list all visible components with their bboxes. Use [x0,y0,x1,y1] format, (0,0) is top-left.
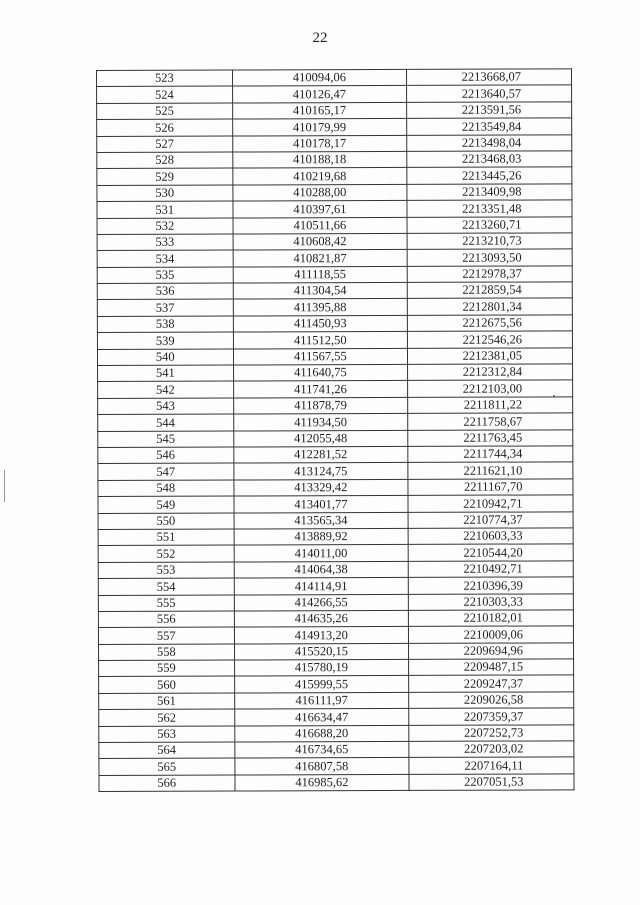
point-number-cell: 546 [98,447,234,464]
table-row [98,364,573,382]
y-coordinate-cell: 2212675,56 [408,315,573,332]
x-coordinate-cell: 410821,87 [233,250,408,267]
table-row [97,347,572,365]
y-coordinate-cell: 2207359,37 [409,708,574,725]
table-row [97,233,572,251]
point-number-cell: 534 [97,250,233,267]
point-number-cell: 554 [98,578,234,595]
y-coordinate-cell: 2210492,71 [408,561,573,578]
y-coordinate-cell: 2213409,98 [407,184,572,201]
x-coordinate-cell: 410511,66 [233,217,408,234]
y-coordinate-cell: 2211758,67 [408,413,573,430]
y-coordinate-cell: 2213549,84 [407,118,572,135]
point-number-cell: 535 [97,267,233,284]
point-number-cell: 533 [97,234,233,251]
y-coordinate-cell: 2209247,37 [409,675,574,692]
point-number-cell: 552 [98,545,234,562]
table-row [97,282,572,300]
x-coordinate-cell: 411512,50 [233,332,408,349]
point-number-cell: 528 [97,152,233,169]
x-coordinate-cell: 414011,00 [234,545,409,562]
y-coordinate-cell: 2210009,06 [409,626,574,643]
point-number-cell: 559 [99,660,235,677]
table-row [97,249,572,267]
table-row [98,495,573,513]
x-coordinate-cell: 411934,50 [233,414,408,431]
x-coordinate-cell: 410397,61 [233,201,408,218]
x-coordinate-cell: 416807,58 [234,758,409,775]
table-row [98,528,573,546]
y-coordinate-cell: 2212859,54 [407,282,572,299]
x-coordinate-cell: 411118,55 [233,266,408,283]
y-coordinate-cell: 2213445,26 [407,167,572,184]
point-number-cell: 540 [97,349,233,366]
x-coordinate-cell: 413565,34 [234,512,409,529]
table-row [99,659,574,677]
coordinates-table [96,68,575,792]
table-row [97,216,572,234]
table-row [97,85,572,103]
y-coordinate-cell: 2213668,07 [407,69,572,86]
point-number-cell: 545 [98,431,234,448]
point-number-cell: 557 [98,627,234,644]
table-row [97,118,572,136]
x-coordinate-cell: 416734,65 [234,741,409,758]
x-coordinate-cell: 411304,54 [233,282,408,299]
y-coordinate-cell: 2209026,58 [409,692,574,709]
x-coordinate-cell: 414114,91 [234,578,409,595]
x-coordinate-cell: 412055,48 [233,430,408,447]
x-coordinate-cell: 410179,99 [232,119,407,136]
x-coordinate-cell: 410608,42 [233,233,408,250]
table-row [98,610,573,628]
table-row [97,298,572,316]
y-coordinate-cell: 2211811,22 [408,397,573,414]
table-row [99,675,574,693]
y-coordinate-cell: 2212312,84 [408,364,573,381]
page-number: 22 [312,30,328,46]
x-coordinate-cell: 413889,92 [234,528,409,545]
y-coordinate-cell: 2212546,26 [408,331,573,348]
point-number-cell: 551 [98,529,234,546]
table-row [98,544,573,562]
point-number-cell: 537 [97,299,233,316]
table-row [97,167,572,185]
x-coordinate-cell: 414064,38 [234,561,409,578]
point-number-cell: 562 [99,709,235,726]
table-row [97,315,572,333]
point-number-cell: 548 [98,480,234,497]
y-coordinate-cell: 2207164,11 [409,757,574,774]
x-coordinate-cell: 411741,26 [233,381,408,398]
point-number-cell: 561 [99,693,235,710]
y-coordinate-cell: 2209487,15 [409,659,574,676]
point-number-cell: 556 [98,611,234,628]
x-coordinate-cell: 416111,97 [234,692,409,709]
table-row [99,643,574,661]
y-coordinate-cell: 2211744,34 [408,446,573,463]
point-number-cell: 523 [97,70,233,87]
point-number-cell: 524 [97,86,233,103]
y-coordinate-cell: 2207203,02 [409,741,574,758]
point-number-cell: 531 [97,201,233,218]
y-coordinate-cell: 2207051,53 [409,774,574,791]
coordinates-table-wrapper [96,68,575,792]
x-coordinate-cell: 410178,17 [232,135,407,152]
y-coordinate-cell: 2211763,45 [408,429,573,446]
y-coordinate-cell: 2210603,33 [408,528,573,545]
point-number-cell: 547 [98,463,234,480]
x-coordinate-cell: 416688,20 [234,725,409,742]
y-coordinate-cell: 2213351,48 [407,200,572,217]
table-row [97,184,572,202]
table-row [98,462,573,480]
point-number-cell: 529 [97,168,233,185]
table-row [98,429,573,447]
x-coordinate-cell: 410094,06 [232,69,407,86]
point-number-cell: 541 [98,365,234,382]
x-coordinate-cell: 411567,55 [233,348,408,365]
table-row [98,593,573,611]
table-row [97,331,572,349]
x-coordinate-cell: 412281,52 [233,446,408,463]
point-number-cell: 525 [97,103,233,120]
y-coordinate-cell: 2213640,57 [407,85,572,102]
table-row [98,577,573,595]
point-number-cell: 549 [98,496,234,513]
x-coordinate-cell: 416634,47 [234,709,409,726]
x-coordinate-cell: 411395,88 [233,299,408,316]
table-row [99,708,574,726]
table-row [99,774,574,792]
table-row [99,741,574,759]
point-number-cell: 530 [97,185,233,202]
y-coordinate-cell: 2213260,71 [407,216,572,233]
point-number-cell: 558 [99,644,235,661]
x-coordinate-cell: 411640,75 [233,364,408,381]
x-coordinate-cell: 414635,26 [234,610,409,627]
x-coordinate-cell: 413329,42 [234,479,409,496]
x-coordinate-cell: 414266,55 [234,594,409,611]
point-number-cell: 550 [98,513,234,530]
point-number-cell: 544 [98,414,234,431]
y-coordinate-cell: 2212381,05 [408,347,573,364]
x-coordinate-cell: 410126,47 [232,86,407,103]
table-row [97,69,572,87]
table-row [97,151,572,169]
point-number-cell: 536 [97,283,233,300]
x-coordinate-cell: 413124,75 [233,463,408,480]
y-coordinate-cell: 2213498,04 [407,134,572,151]
point-number-cell: 527 [97,136,233,153]
x-coordinate-cell: 410165,17 [232,102,407,119]
table-row [98,413,573,431]
table-row [98,446,573,464]
scan-speck [553,395,555,397]
y-coordinate-cell: 2213210,73 [407,233,572,250]
table-row [97,200,572,218]
x-coordinate-cell: 414913,20 [234,627,409,644]
table-row [97,134,572,152]
x-coordinate-cell: 415999,55 [234,676,409,693]
x-coordinate-cell: 416985,62 [235,774,410,791]
point-number-cell: 542 [98,381,234,398]
point-number-cell: 538 [97,316,233,333]
y-coordinate-cell: 2210774,37 [408,511,573,528]
point-number-cell: 565 [99,758,235,775]
table-row [98,380,573,398]
table-row [98,626,573,644]
x-coordinate-cell: 410188,18 [232,151,407,168]
y-coordinate-cell: 2211167,70 [408,479,573,496]
table-row [98,561,573,579]
point-number-cell: 564 [99,742,235,759]
y-coordinate-cell: 2210303,33 [409,593,574,610]
x-coordinate-cell: 411450,93 [233,315,408,332]
point-number-cell: 563 [99,726,235,743]
x-coordinate-cell: 410219,68 [232,168,407,185]
point-number-cell: 543 [98,398,234,415]
table-row [97,102,572,120]
table-row [98,479,573,497]
table-row [99,692,574,710]
y-coordinate-cell: 2213093,50 [407,249,572,266]
x-coordinate-cell: 411878,79 [233,397,408,414]
point-number-cell: 566 [99,775,235,792]
table-row [98,397,573,415]
y-coordinate-cell: 2210544,20 [408,544,573,561]
y-coordinate-cell: 2212801,34 [407,298,572,315]
point-number-cell: 560 [99,676,235,693]
y-coordinate-cell: 2213591,56 [407,102,572,119]
table-row [99,724,574,742]
y-coordinate-cell: 2211621,10 [408,462,573,479]
y-coordinate-cell: 2210942,71 [408,495,573,512]
y-coordinate-cell: 2207252,73 [409,724,574,741]
y-coordinate-cell: 2213468,03 [407,151,572,168]
table-row [99,757,574,775]
x-coordinate-cell: 415780,19 [234,659,409,676]
table-body [97,69,575,792]
y-coordinate-cell: 2212103,00 [408,380,573,397]
point-number-cell: 553 [98,562,234,579]
table-row [97,266,572,284]
point-number-cell: 532 [97,218,233,235]
x-coordinate-cell: 413401,77 [234,496,409,513]
x-coordinate-cell: 410288,00 [232,184,407,201]
y-coordinate-cell: 2212978,37 [407,266,572,283]
table-row [98,511,573,529]
y-coordinate-cell: 2210182,01 [409,610,574,627]
y-coordinate-cell: 2209694,96 [409,643,574,660]
point-number-cell: 526 [97,119,233,136]
x-coordinate-cell: 415520,15 [234,643,409,660]
point-number-cell: 539 [97,332,233,349]
y-coordinate-cell: 2210396,39 [408,577,573,594]
scan-edge-mark [4,470,5,502]
point-number-cell: 555 [98,595,234,612]
